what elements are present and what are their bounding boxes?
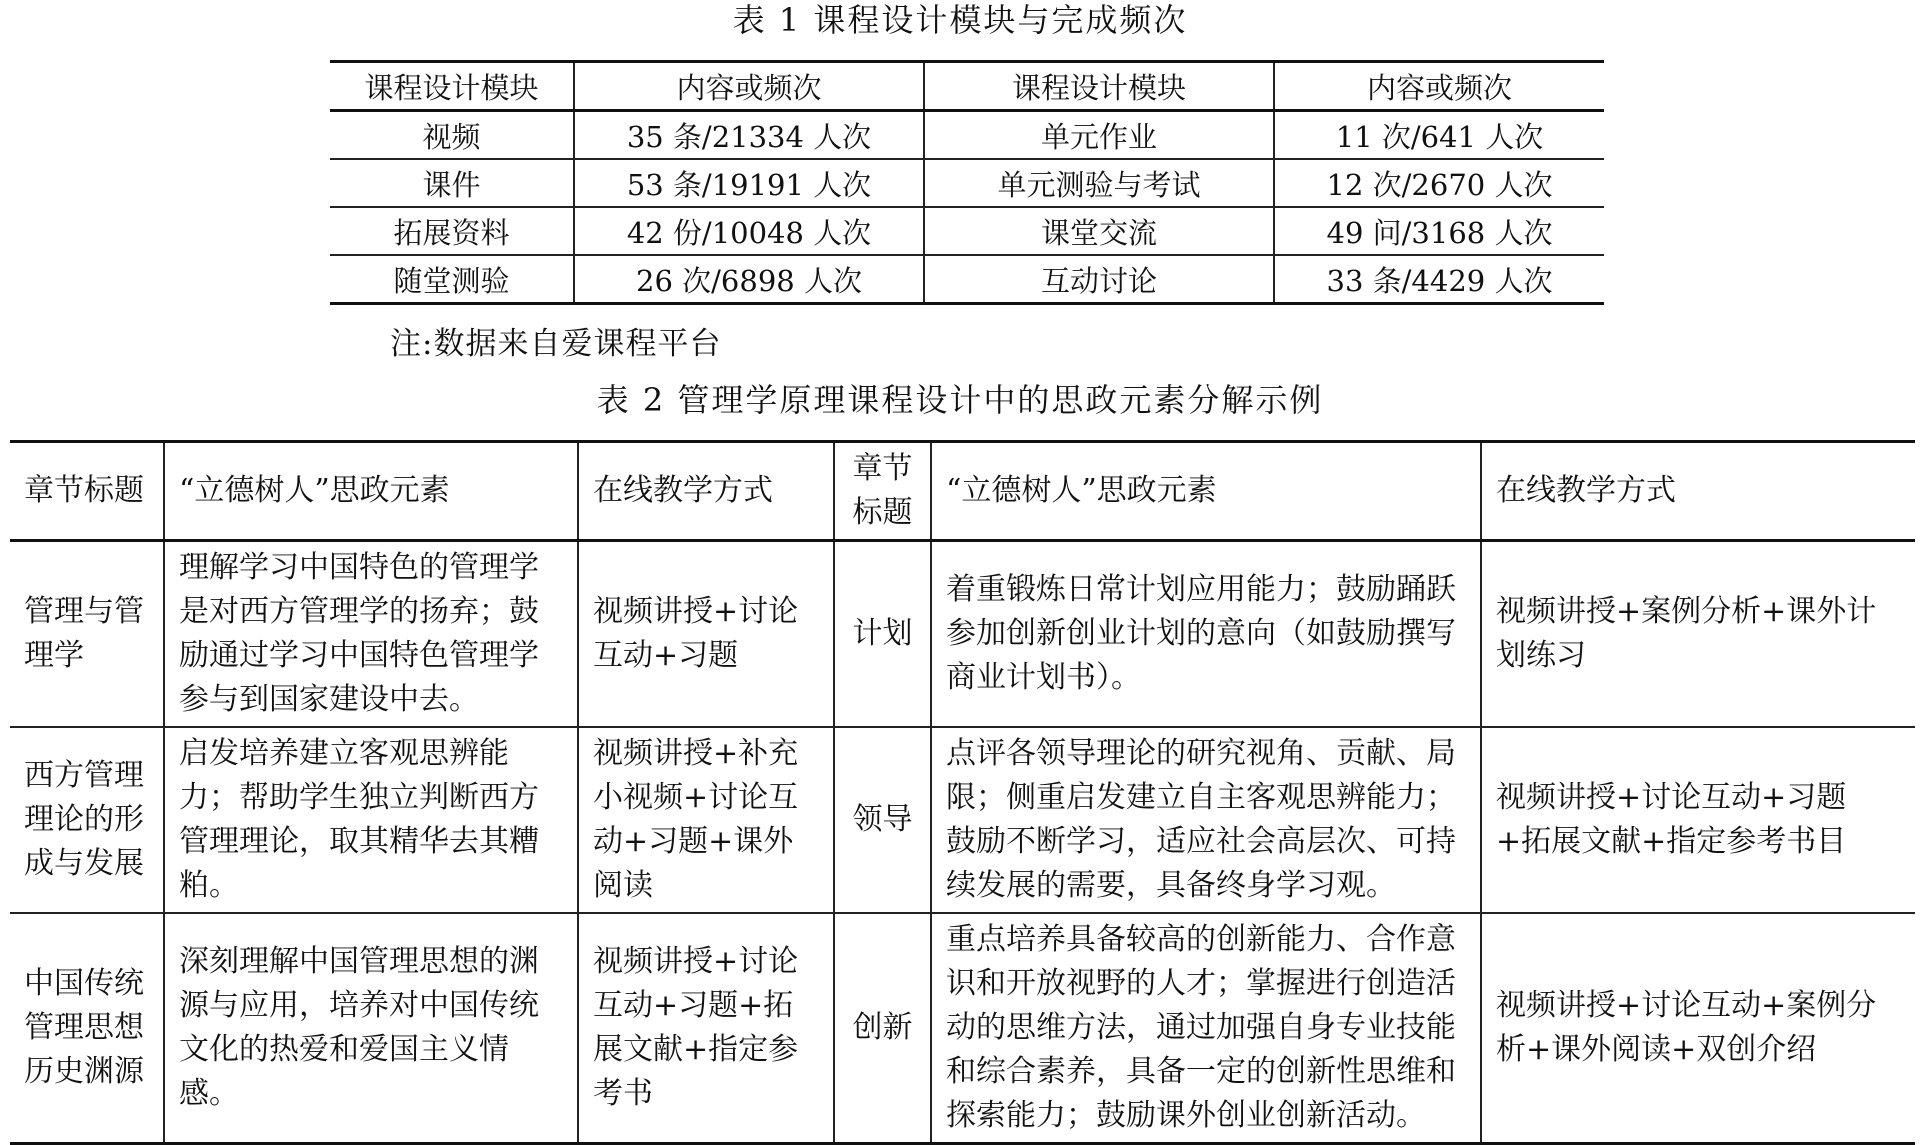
table1-cell: 随堂测验 [330,255,574,304]
table2-cell: 理解学习中国特色的管理学是对西方管理学的扬弃；鼓励通过学习中国特色管理学参与到国家建设中去。 [164,541,578,728]
table1 [330,60,1604,305]
table2-cell: 视频讲授+讨论互动+习题 [578,541,834,728]
table2-cell: 着重锻炼日常计划应用能力；鼓励踊跃参加创新创业计划的意向（如鼓励撰写商业计划书）。 [931,541,1481,728]
table2-row [10,541,1915,728]
table2-header-row [10,442,1915,541]
table1-header-row [330,62,1604,111]
table2-cell: 管理与管理学 [10,541,164,728]
table2-cell: 计划 [834,541,931,728]
table2-row [10,913,1915,1144]
table2-cell: 视频讲授+讨论互动+习题+拓展文献+指定参考书目 [1481,727,1915,913]
table2-cell: 视频讲授+讨论互动+案例分析+课外阅读+双创介绍 [1481,913,1915,1144]
table2-cell: 创新 [834,913,931,1144]
table2-cell: 重点培养具备较高的创新能力、合作意识和开放视野的人才；掌握进行创造活动的思维方法，通过加强自身专业技能和综合素养，具备一定的创新性思维和探索能力；鼓励课外创业创新活动。 [931,913,1481,1144]
table1-row [330,159,1604,207]
table2-title: 表 2 管理学原理课程设计中的思政元素分解示例 [596,381,1324,419]
table1-row [330,207,1604,255]
table1-cell: 单元作业 [924,111,1274,160]
table1-cell: 53 条/19191 人次 [574,159,924,207]
table2-header-cell: 章节标题 [10,442,164,541]
table1-cell: 单元测验与考试 [924,159,1274,207]
table1-cell: 33 条/4429 人次 [1274,255,1604,304]
table1-header-cell: 内容或频次 [1274,62,1604,111]
table1-cell: 26 次/6898 人次 [574,255,924,304]
table1-header-cell: 课程设计模块 [924,62,1274,111]
table2 [10,440,1915,1145]
table1-cell: 11 次/641 人次 [1274,111,1604,160]
table1-cell: 42 份/10048 人次 [574,207,924,255]
table1-cell: 拓展资料 [330,207,574,255]
table2-cell: 启发培养建立客观思辨能力；帮助学生独立判断西方管理理论，取其精华去其糟粕。 [164,727,578,913]
table2-cell: 深刻理解中国管理思想的渊源与应用，培养对中国传统文化的热爱和爱国主义情感。 [164,913,578,1144]
table2-header-cell: “立德树人”思政元素 [931,442,1481,541]
table1-note: 注:数据来自爱课程平台 [390,326,722,362]
table2-cell: 西方管理理论的形成与发展 [10,727,164,913]
table1-cell: 视频 [330,111,574,160]
table2-cell: 中国传统管理思想历史渊源 [10,913,164,1144]
table1-cell: 35 条/21334 人次 [574,111,924,160]
table1-cell: 互动讨论 [924,255,1274,304]
table2-header-cell: 章节标题 [834,442,931,541]
table1-row [330,111,1604,160]
table2-cell: 视频讲授+补充小视频+讨论互动+习题+课外阅读 [578,727,834,913]
table1-cell: 12 次/2670 人次 [1274,159,1604,207]
table2-header-cell: “立德树人”思政元素 [164,442,578,541]
table2-cell: 领导 [834,727,931,913]
table1-row [330,255,1604,304]
table1-cell: 课堂交流 [924,207,1274,255]
table2-cell: 点评各领导理论的研究视角、贡献、局限；侧重启发建立自主客观思辨能力；鼓励不断学习，适应社会高层次、可持续发展的需要，具备终身学习观。 [931,727,1481,913]
table2-cell: 视频讲授+讨论互动+习题+拓展文献+指定参考书 [578,913,834,1144]
table2-header-cell: 在线教学方式 [1481,442,1915,541]
table1-header-cell: 内容或频次 [574,62,924,111]
table1-header-cell: 课程设计模块 [330,62,574,111]
table2-cell: 视频讲授+案例分析+课外计划练习 [1481,541,1915,728]
table1-cell: 49 问/3168 人次 [1274,207,1604,255]
table1-cell: 课件 [330,159,574,207]
table1-title: 表 1 课程设计模块与完成频次 [732,1,1188,39]
table2-header-cell: 在线教学方式 [578,442,834,541]
table2-row [10,727,1915,913]
